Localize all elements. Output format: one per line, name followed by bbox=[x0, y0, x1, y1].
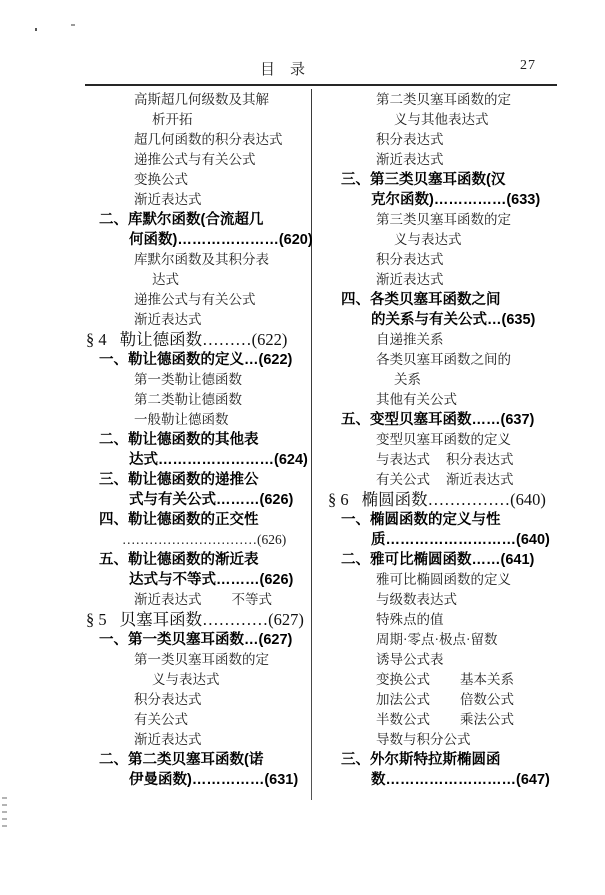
item-text: 渐近表达式 bbox=[134, 732, 202, 747]
toc-line bbox=[328, 350, 568, 370]
toc-line bbox=[86, 190, 326, 210]
item-label: 三、 bbox=[341, 752, 370, 768]
item-text: 有关公式 bbox=[376, 472, 430, 487]
item-label: 一、 bbox=[99, 632, 128, 648]
item-text: 库默尔函数及其积分表 bbox=[134, 252, 269, 267]
toc-line bbox=[328, 90, 568, 110]
toc-line bbox=[86, 670, 326, 690]
item-text-secondary: 积分表达式 bbox=[446, 452, 514, 467]
item-label: 三、 bbox=[341, 172, 370, 188]
item-text: 超几何函数的积分表达式 bbox=[134, 132, 283, 147]
item-text: 质………………………(640) bbox=[371, 532, 550, 548]
item-text: 递推公式与有关公式 bbox=[134, 292, 256, 307]
toc-line bbox=[86, 150, 326, 170]
toc-line bbox=[328, 410, 568, 430]
item-text: 关系 bbox=[394, 372, 421, 387]
item-label: 二、 bbox=[99, 212, 128, 228]
scan-artifact bbox=[2, 797, 7, 829]
item-text: 各类贝塞耳函数之间 bbox=[370, 292, 501, 308]
item-text: 析开拓 bbox=[152, 112, 193, 127]
toc-line bbox=[328, 250, 568, 270]
toc-line bbox=[328, 510, 568, 530]
item-text: 第一类贝塞耳函数…(627) bbox=[128, 632, 293, 648]
item-text: 变型贝塞耳函数……(637) bbox=[370, 412, 535, 428]
toc-line bbox=[86, 250, 326, 270]
toc-line bbox=[86, 690, 326, 710]
toc-line bbox=[328, 730, 568, 750]
item-label: 一、 bbox=[341, 512, 370, 528]
item-text: 积分表达式 bbox=[376, 132, 444, 147]
item-text: 勒让德函数的其他表 bbox=[128, 432, 259, 448]
toc-line bbox=[328, 650, 568, 670]
toc-line bbox=[328, 710, 568, 730]
item-text: 第二类贝塞耳函数(诺 bbox=[128, 752, 264, 768]
toc-line bbox=[86, 210, 326, 230]
item-label: 一、 bbox=[99, 352, 128, 368]
item-text: 达式与不等式………(626) bbox=[129, 572, 294, 588]
toc-line bbox=[328, 450, 568, 470]
toc-line bbox=[86, 390, 326, 410]
toc-line bbox=[86, 330, 326, 350]
toc-line bbox=[86, 650, 326, 670]
item-text: 渐近表达式 bbox=[134, 312, 202, 327]
item-text: 第一类勒让德函数 bbox=[134, 372, 242, 387]
item-text: 变换公式 bbox=[134, 172, 188, 187]
toc-line bbox=[328, 130, 568, 150]
item-text: 勒让德函数的递推公 bbox=[128, 472, 259, 488]
item-text-secondary: 倍数公式 bbox=[460, 692, 514, 707]
item-label: 四、 bbox=[341, 292, 370, 308]
item-text: 积分表达式 bbox=[376, 252, 444, 267]
item-text: 各类贝塞耳函数之间的 bbox=[376, 352, 511, 367]
item-text: 自递推关系 bbox=[376, 332, 444, 347]
toc-line bbox=[328, 270, 568, 290]
item-text: 特殊点的值 bbox=[376, 612, 444, 627]
toc-line bbox=[86, 290, 326, 310]
item-text: 有关公式 bbox=[134, 712, 188, 727]
toc-line bbox=[328, 610, 568, 630]
item-text: 半数公式 bbox=[376, 712, 430, 727]
item-text: 诱导公式表 bbox=[376, 652, 444, 667]
item-text: 周期·零点·极点·留数 bbox=[376, 632, 498, 647]
item-text: 椭圆函数的定义与性 bbox=[370, 512, 501, 528]
toc-line bbox=[328, 190, 568, 210]
item-text: 变型贝塞耳函数的定义 bbox=[376, 432, 511, 447]
toc-line bbox=[328, 390, 568, 410]
item-text: 第一类贝塞耳函数的定 bbox=[134, 652, 269, 667]
item-text: 雅可比椭圆函数的定义 bbox=[376, 572, 511, 587]
item-text: 渐近表达式 bbox=[376, 272, 444, 287]
item-label: 二、 bbox=[341, 552, 370, 568]
item-label: 二、 bbox=[99, 432, 128, 448]
item-text: 达式 bbox=[152, 272, 179, 287]
item-text: 勒让德函数的正交性 bbox=[128, 512, 259, 528]
item-text: 义与其他表达式 bbox=[394, 112, 489, 127]
toc-line bbox=[328, 690, 568, 710]
scan-speck bbox=[71, 24, 75, 26]
item-text-secondary: 乘法公式 bbox=[460, 712, 514, 727]
item-label: 三、 bbox=[99, 472, 128, 488]
toc-line bbox=[86, 170, 326, 190]
toc-line bbox=[328, 430, 568, 450]
toc-line bbox=[328, 310, 568, 330]
item-text: 变换公式 bbox=[376, 672, 430, 687]
toc-line bbox=[86, 570, 326, 590]
toc-line bbox=[328, 150, 568, 170]
toc-line bbox=[328, 750, 568, 770]
toc-line bbox=[328, 230, 568, 250]
item-text: 渐近表达式 bbox=[134, 592, 202, 607]
item-text: 第三类贝塞耳函数的定 bbox=[376, 212, 511, 227]
item-text: 其他有关公式 bbox=[376, 392, 457, 407]
item-text: 与级数表达式 bbox=[376, 592, 457, 607]
toc-line bbox=[86, 710, 326, 730]
toc-line bbox=[86, 750, 326, 770]
toc-line bbox=[86, 550, 326, 570]
item-text: 贝塞耳函数…………(627) bbox=[119, 610, 304, 629]
toc-line bbox=[328, 290, 568, 310]
toc-column-left bbox=[86, 90, 326, 790]
toc-line bbox=[86, 230, 326, 250]
toc-line bbox=[86, 350, 326, 370]
item-text: 雅可比椭圆函数……(641) bbox=[370, 552, 535, 568]
scan-speck bbox=[35, 28, 37, 31]
toc-line bbox=[328, 110, 568, 130]
toc-line bbox=[328, 370, 568, 390]
toc-line bbox=[86, 730, 326, 750]
item-text: 第二类勒让德函数 bbox=[134, 392, 242, 407]
item-text: 第二类贝塞耳函数的定 bbox=[376, 92, 511, 107]
toc-line bbox=[328, 210, 568, 230]
item-label: 四、 bbox=[99, 512, 128, 528]
toc-line bbox=[328, 570, 568, 590]
toc-line bbox=[86, 490, 326, 510]
toc-line bbox=[328, 770, 568, 790]
toc-column-right bbox=[328, 90, 568, 790]
item-text: 导数与积分公式 bbox=[376, 732, 471, 747]
toc-line bbox=[328, 530, 568, 550]
item-text: 勒让德函数………(622) bbox=[119, 330, 288, 349]
item-text: 一般勒让德函数 bbox=[134, 412, 229, 427]
toc-line bbox=[328, 490, 568, 510]
item-label: § 4 bbox=[86, 330, 107, 349]
item-text-secondary: 不等式 bbox=[231, 592, 272, 607]
toc-line bbox=[86, 370, 326, 390]
item-text: 数………………………(647) bbox=[371, 772, 550, 788]
item-text: 的关系与有关公式…(635) bbox=[371, 312, 536, 328]
page-header-title: 目 录 bbox=[259, 62, 305, 78]
toc-line bbox=[86, 590, 326, 610]
toc-line bbox=[86, 310, 326, 330]
page-number: 27 bbox=[520, 58, 536, 73]
item-text: 勒让德函数的渐近表 bbox=[128, 552, 259, 568]
toc-line bbox=[328, 630, 568, 650]
item-text: 式与有关公式………(626) bbox=[129, 492, 294, 508]
toc-line bbox=[328, 330, 568, 350]
toc-line bbox=[86, 430, 326, 450]
toc-line bbox=[86, 110, 326, 130]
header-rule bbox=[85, 84, 557, 86]
item-text: 与表达式 bbox=[376, 452, 430, 467]
item-text: 渐近表达式 bbox=[376, 152, 444, 167]
toc-line bbox=[86, 470, 326, 490]
item-text-secondary: 基本关系 bbox=[460, 672, 514, 687]
item-text: 伊曼函数)……………(631) bbox=[129, 772, 299, 788]
toc-line bbox=[328, 550, 568, 570]
toc-line bbox=[328, 170, 568, 190]
item-text: 椭圆函数……………(640) bbox=[361, 490, 546, 509]
item-text: 积分表达式 bbox=[134, 692, 202, 707]
toc-line bbox=[86, 270, 326, 290]
item-text: 何函数)…………………(620) bbox=[129, 232, 313, 248]
toc-line bbox=[328, 670, 568, 690]
toc-line bbox=[328, 590, 568, 610]
toc-line bbox=[86, 530, 326, 550]
item-text: 达式……………………(624) bbox=[129, 452, 308, 468]
item-text: 库默尔函数(合流超几 bbox=[128, 212, 264, 228]
toc-line bbox=[86, 770, 326, 790]
item-label: § 5 bbox=[86, 610, 107, 629]
toc-line bbox=[86, 510, 326, 530]
item-label: 二、 bbox=[99, 752, 128, 768]
item-label: 五、 bbox=[341, 412, 370, 428]
item-text: 渐近表达式 bbox=[134, 192, 202, 207]
item-label: § 6 bbox=[328, 490, 349, 509]
toc-line bbox=[86, 450, 326, 470]
item-label: 五、 bbox=[99, 552, 128, 568]
toc-line bbox=[86, 630, 326, 650]
item-text: 递推公式与有关公式 bbox=[134, 152, 256, 167]
item-text: 克尔函数)……………(633) bbox=[371, 192, 541, 208]
toc-line bbox=[86, 610, 326, 630]
item-text: 义与表达式 bbox=[152, 672, 220, 687]
toc-line bbox=[86, 410, 326, 430]
item-text: 义与表达式 bbox=[394, 232, 462, 247]
item-text: …………………………(626) bbox=[122, 532, 287, 547]
toc-line bbox=[328, 470, 568, 490]
item-text: 第三类贝塞耳函数(汉 bbox=[370, 172, 506, 188]
toc-line bbox=[86, 90, 326, 110]
toc-line bbox=[86, 130, 326, 150]
item-text: 加法公式 bbox=[376, 692, 430, 707]
item-text-secondary: 渐近表达式 bbox=[446, 472, 514, 487]
item-text: 高斯超几何级数及其解 bbox=[134, 92, 269, 107]
item-text: 勒让德函数的定义…(622) bbox=[128, 352, 293, 368]
item-text: 外尔斯特拉斯椭圆函 bbox=[370, 752, 501, 768]
